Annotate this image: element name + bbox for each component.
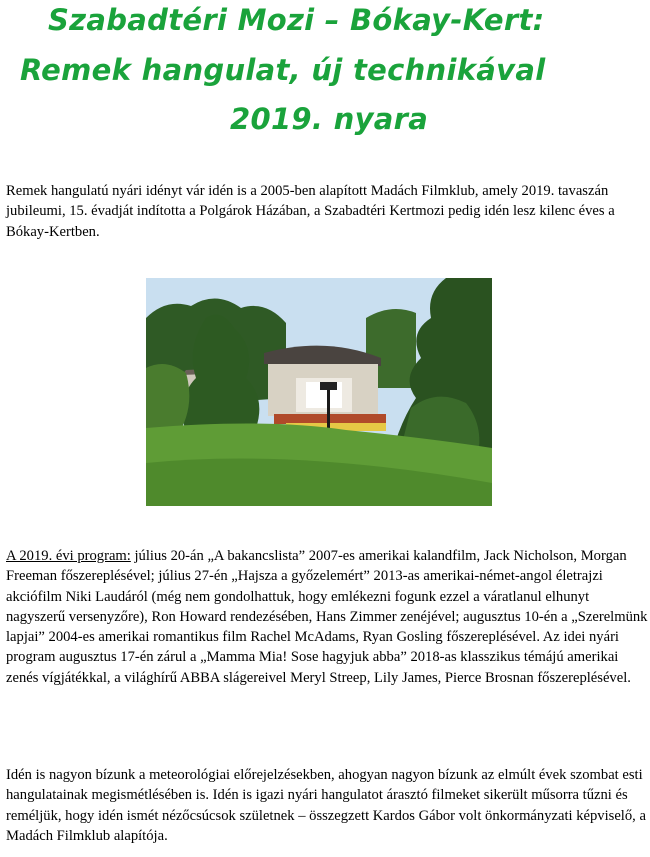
page-title-line-3: 2019. nyara — [230, 102, 429, 136]
page-title-line-2: Remek hangulat, új technikával — [20, 53, 546, 87]
program-paragraph — [6, 546, 648, 688]
intro-paragraph: Remek hangulatú nyári idényt vár idén is a 2005-ben alapított Madách Filmklub, amely 2019. tavaszán jubileumi, 15. évadját indította a Polgárok Házában, a Szabadtéri Kertmozi pedig idén lesz kilenc éves a Bókay-Kertben. — [6, 183, 615, 240]
closing-paragraph: Idén is nagyon bízunk a meteorológiai előrejelzésekben, ahogyan nagyon bízunk az elmúlt évek szombat esti hangulatainak megismétlésében is. Idén is igazi nyári hangulatot árasztó filmeket sikerült műsorra tűzni és reméljük, hogy idén ismét nézőcsúcsok születnek – összegzett Kardos Gábor volt önkormányzati képviselő, a Madách Filmklub alapítója. — [6, 767, 646, 844]
page-title-line-1: Szabadtéri Mozi – Bókay-Kert: — [48, 3, 545, 37]
open-air-cinema-photo — [146, 278, 492, 506]
program-label: A 2019. évi program: — [6, 548, 131, 564]
program-text: július 20-án „A bakancslista” 2007-es amerikai kalandfilm, Jack Nicholson, Morgan Freeman főszereplésével; július 27-én „Hajsza a győzelemért” 2013-as amerikai-német-angol életrajzi akciófilm Niki Laudáról (még nem gondolhattuk, hogy emlékezni fogunk ezzel a váratlanul elhunyt nagyszerű versenyzőre), Ron Howard rendezésében, Hans Zimmer zenéjével; augusztus 10-én a „Szerelmünk lapjai” 2004-es amerikai romantikus film Rachel McAdams, Ryan Gosling főszereplésével. Az idei nyári program augusztus 17-én zárul a „Mamma Mia! Sose hagyjuk abba” 2018-as klasszikus témájú amerikai zenés vígjátékkal, a világhírű ABBA slágereivel Meryl Streep, Lily James, Pierce Brosnan főszereplésével. — [6, 548, 648, 686]
